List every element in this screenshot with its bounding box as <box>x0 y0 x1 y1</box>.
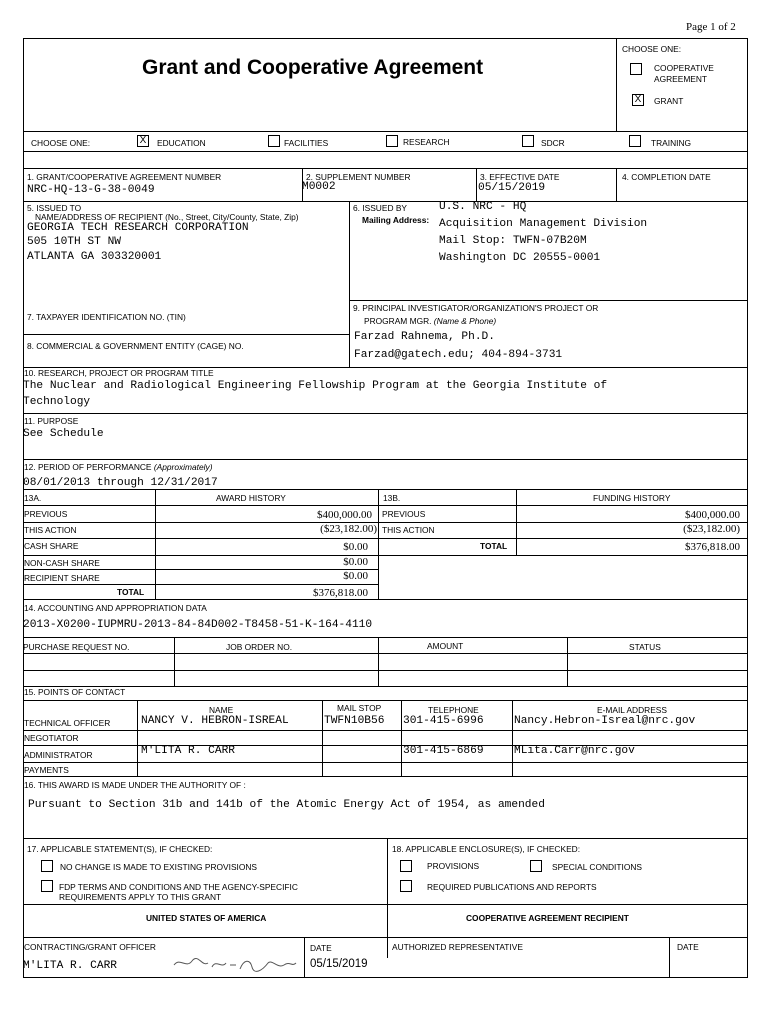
officer-label: CONTRACTING/GRANT OFFICER <box>24 942 156 952</box>
authority-label: 16. THIS AWARD IS MADE UNDER THE AUTHORITY OF : <box>24 780 246 790</box>
research-label: RESEARCH <box>403 137 450 147</box>
funding-row-label: PREVIOUS <box>382 509 426 519</box>
funding-history-title: FUNDING HISTORY <box>593 493 671 503</box>
officer-date-label: DATE <box>310 943 332 953</box>
contact-name-header: NAME <box>209 705 234 715</box>
officer-signature <box>170 953 300 975</box>
purpose-label: 11. PURPOSE <box>24 416 79 426</box>
award-row-label: CASH SHARE <box>24 541 79 551</box>
page-label: Page 1 of 2 <box>686 21 736 33</box>
project-title-label: 10. RESEARCH, PROJECT OR PROGRAM TITLE <box>24 368 214 378</box>
effective-date-label: 3. EFFECTIVE DATE <box>480 172 560 182</box>
accounting-label: 14. ACCOUNTING AND APPROPRIATION DATA <box>24 603 207 613</box>
contact-email-header: E-MAIL ADDRESS <box>597 705 667 715</box>
grant-number-label: 1. GRANT/COOPERATIVE AGREEMENT NUMBER <box>27 172 222 182</box>
officer-date: 05/15/2019 <box>310 958 368 970</box>
job-order-header: JOB ORDER NO. <box>226 642 293 652</box>
funding-row-label: THIS ACTION <box>382 525 435 535</box>
funding-row-value: $400,000.00 <box>685 509 740 521</box>
choose-one-label: CHOOSE ONE: <box>31 138 91 148</box>
award-row-label: NON-CASH SHARE <box>24 558 100 568</box>
rep-date-label: DATE <box>677 942 699 952</box>
contacts-label: 15. POINTS OF CONTACT <box>24 687 126 697</box>
authority-value: Pursuant to Section 31b and 141b of the Atomic Energy Act of 1954, as amended <box>28 799 545 811</box>
recipient-city: ATLANTA GA 303320001 <box>27 251 162 263</box>
issuer-line-2: Acquisition Management Division <box>439 218 648 230</box>
publications-checkbox[interactable] <box>400 880 412 892</box>
period-value: 08/01/2013 through 12/31/2017 <box>23 477 218 489</box>
contact-mailstop: TWFN10B56 <box>324 715 385 727</box>
cooperative-agreement-label-2: AGREEMENT <box>654 74 708 84</box>
enclosures-label: 18. APPLICABLE ENCLOSURE(S), IF CHECKED: <box>392 844 581 854</box>
effective-date-value: 05/15/2019 <box>478 182 546 194</box>
award-row-label: RECIPIENT SHARE <box>24 573 100 583</box>
special-conditions-checkbox[interactable] <box>530 860 542 872</box>
sdcr-label: SDCR <box>541 138 565 148</box>
choose-one-right-label: CHOOSE ONE: <box>622 44 682 54</box>
issued-to-sublabel: NAME/ADDRESS OF RECIPIENT (No., Street, City/County, State, Zip) <box>35 212 299 222</box>
award-history-section: 13A. <box>24 493 42 503</box>
training-checkbox[interactable] <box>629 135 641 147</box>
grant-label: GRANT <box>654 96 684 106</box>
award-row-value: $0.00 <box>343 556 368 568</box>
completion-date-label: 4. COMPLETION DATE <box>622 172 711 182</box>
grant-number-value: NRC-HQ-13-G-38-0049 <box>27 184 155 196</box>
cage-label: 8. COMMERCIAL & GOVERNMENT ENTITY (CAGE) NO. <box>27 341 244 351</box>
pi-name: Farzad Rahnema, Ph.D. <box>354 331 495 343</box>
award-row-value: $400,000.00 <box>317 509 372 521</box>
sdcr-checkbox[interactable] <box>522 135 534 147</box>
statements-label: 17. APPLICABLE STATEMENT(S), IF CHECKED: <box>27 844 213 854</box>
funding-total-label: TOTAL <box>480 541 508 551</box>
award-history-title: AWARD HISTORY <box>216 493 286 503</box>
no-change-checkbox[interactable] <box>41 860 53 872</box>
supplement-number-label: 2. SUPPLEMENT NUMBER <box>306 172 411 182</box>
pi-sublabel: PROGRAM MGR. (Name & Phone) <box>364 316 497 326</box>
award-row-value: $0.00 <box>343 541 368 553</box>
project-title-line-1: The Nuclear and Radiological Engineering Fellowship Program at the Georgia Institute of <box>23 380 608 392</box>
form-title: Grant and Cooperative Agreement <box>142 56 484 79</box>
facilities-checkbox[interactable] <box>268 135 280 147</box>
facilities-label: FACILITIES <box>284 138 329 148</box>
funding-total-value: $376,818.00 <box>685 541 740 553</box>
fdp-terms-label-1: FDP TERMS AND CONDITIONS AND THE AGENCY-SPECIFIC <box>59 882 298 892</box>
contact-name: M'LITA R. CARR <box>141 745 235 757</box>
amount-header: AMOUNT <box>427 641 464 651</box>
award-row-label: THIS ACTION <box>24 525 77 535</box>
contact-telephone: 301-415-6996 <box>403 715 484 727</box>
supplement-number-value: M0002 <box>302 181 336 193</box>
issued-by-label: 6. ISSUED BY <box>353 203 407 213</box>
contact-telephone-header: TELEPHONE <box>428 705 479 715</box>
fdp-terms-checkbox[interactable] <box>41 880 53 892</box>
pi-contact: Farzad@gatech.edu; 404-894-3731 <box>354 349 563 361</box>
award-total-value: $376,818.00 <box>313 587 368 599</box>
contact-role: NEGOTIATOR <box>24 733 79 743</box>
pi-label: 9. PRINCIPAL INVESTIGATOR/ORGANIZATION'S PROJECT OR <box>353 303 599 313</box>
contact-role: TECHNICAL OFFICER <box>24 718 111 728</box>
award-total-label: TOTAL <box>117 587 145 597</box>
recipient-heading: COOPERATIVE AGREEMENT RECIPIENT <box>466 913 629 923</box>
purchase-request-header: PURCHASE REQUEST NO. <box>23 642 130 652</box>
contact-role: PAYMENTS <box>24 765 69 775</box>
publications-label: REQUIRED PUBLICATIONS AND REPORTS <box>427 882 597 892</box>
grant-checkbox[interactable]: X <box>632 94 644 106</box>
contact-email: Nancy.Hebron-Isreal@nrc.gov <box>514 715 696 727</box>
cooperative-agreement-checkbox[interactable] <box>630 63 642 75</box>
cooperative-agreement-label-1: COOPERATIVE <box>654 63 714 73</box>
provisions-checkbox[interactable] <box>400 860 412 872</box>
education-label: EDUCATION <box>157 138 206 148</box>
contact-email: MLita.Carr@nrc.gov <box>514 745 635 757</box>
issued-to-label: 5. ISSUED TO <box>27 203 82 213</box>
recipient-street: 505 10TH ST NW <box>27 236 121 248</box>
training-label: TRAINING <box>651 138 692 148</box>
us-heading: UNITED STATES OF AMERICA <box>146 913 267 923</box>
purpose-value: See Schedule <box>23 428 104 440</box>
provisions-label: PROVISIONS <box>427 861 480 871</box>
funding-history-section: 13B. <box>383 493 401 503</box>
contact-mailstop-header: MAIL STOP <box>337 703 382 713</box>
research-checkbox[interactable] <box>386 135 398 147</box>
award-row-value: ($23,182.00) <box>320 523 377 535</box>
no-change-label: NO CHANGE IS MADE TO EXISTING PROVISIONS <box>60 862 258 872</box>
period-label: 12. PERIOD OF PERFORMANCE (Approximately) <box>24 462 213 472</box>
special-conditions-label: SPECIAL CONDITIONS <box>552 862 642 872</box>
contact-telephone: 301-415-6869 <box>403 745 484 757</box>
award-row-label: PREVIOUS <box>24 509 68 519</box>
funding-row-value: ($23,182.00) <box>683 523 740 535</box>
issuer-line-3: Mail Stop: TWFN-07B20M <box>439 235 587 247</box>
issuer-line-1: U.S. NRC - HQ <box>439 201 527 213</box>
award-row-value: $0.00 <box>343 570 368 582</box>
fdp-terms-label-2: REQUIREMENTS APPLY TO THIS GRANT <box>59 892 222 902</box>
accounting-value: 2013-X0200-IUPMRU-2013-84-84D002-T8458-51-K-164-4110 <box>23 619 373 631</box>
recipient-name: GEORGIA TECH RESEARCH CORPORATION <box>27 222 249 234</box>
project-title-line-2: Technology <box>23 396 91 408</box>
issuer-line-4: Washington DC 20555-0001 <box>439 252 601 264</box>
officer-name: M'LITA R. CARR <box>23 960 117 972</box>
education-checkbox[interactable]: X <box>137 135 149 147</box>
contact-name: NANCY V. HEBRON-ISREAL <box>141 715 289 727</box>
mailing-address-label: Mailing Address: <box>362 215 430 225</box>
tin-label: 7. TAXPAYER IDENTIFICATION NO. (TIN) <box>27 312 186 322</box>
rep-label: AUTHORIZED REPRESENTATIVE <box>392 942 523 952</box>
contact-role: ADMINISTRATOR <box>24 750 93 760</box>
status-header: STATUS <box>629 642 661 652</box>
